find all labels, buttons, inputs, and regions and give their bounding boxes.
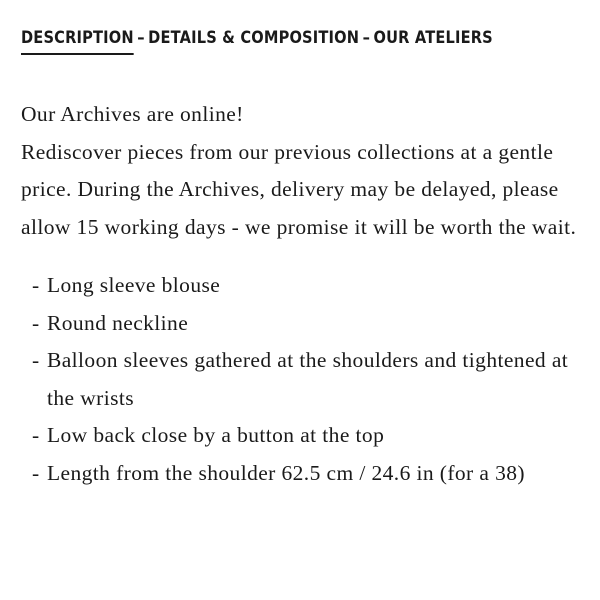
tab-details-composition[interactable]: DETAILS & COMPOSITION	[148, 28, 360, 48]
list-item	[32, 305, 581, 343]
feature-text: Balloon sleeves gathered at the shoulders and tightened at the wrists	[47, 348, 569, 410]
product-features-list	[21, 267, 581, 492]
list-item	[32, 267, 581, 305]
tab-separator: –	[362, 28, 371, 48]
list-item	[32, 342, 581, 417]
bullet-dash: -	[32, 423, 40, 447]
bullet-dash: -	[32, 348, 40, 372]
bullet-dash: -	[32, 310, 40, 335]
product-info-tabs	[21, 24, 511, 55]
description-body: Rediscover pieces from our previous collections at a gentle price. During the Archives, delivery may be delayed, please allow 15 working days - we promise it will be worth the wait.	[21, 139, 577, 239]
feature-text: Low back close by a button at the top	[47, 423, 385, 447]
list-item	[32, 455, 581, 493]
bullet-dash: -	[32, 460, 40, 485]
feature-text: Length from the shoulder 62.5 cm / 24.6 in (for a 38)	[47, 460, 525, 485]
tab-description[interactable]: DESCRIPTION	[21, 24, 134, 55]
list-item	[32, 417, 581, 455]
feature-text: Round neckline	[47, 310, 189, 335]
tab-our-ateliers[interactable]: OUR ATELIERS	[373, 28, 493, 48]
bullet-dash: -	[32, 273, 40, 297]
description-panel	[21, 96, 581, 492]
feature-text: Long sleeve blouse	[47, 273, 221, 297]
description-headline: Our Archives are online!	[21, 102, 244, 126]
tab-separator: –	[137, 28, 145, 48]
